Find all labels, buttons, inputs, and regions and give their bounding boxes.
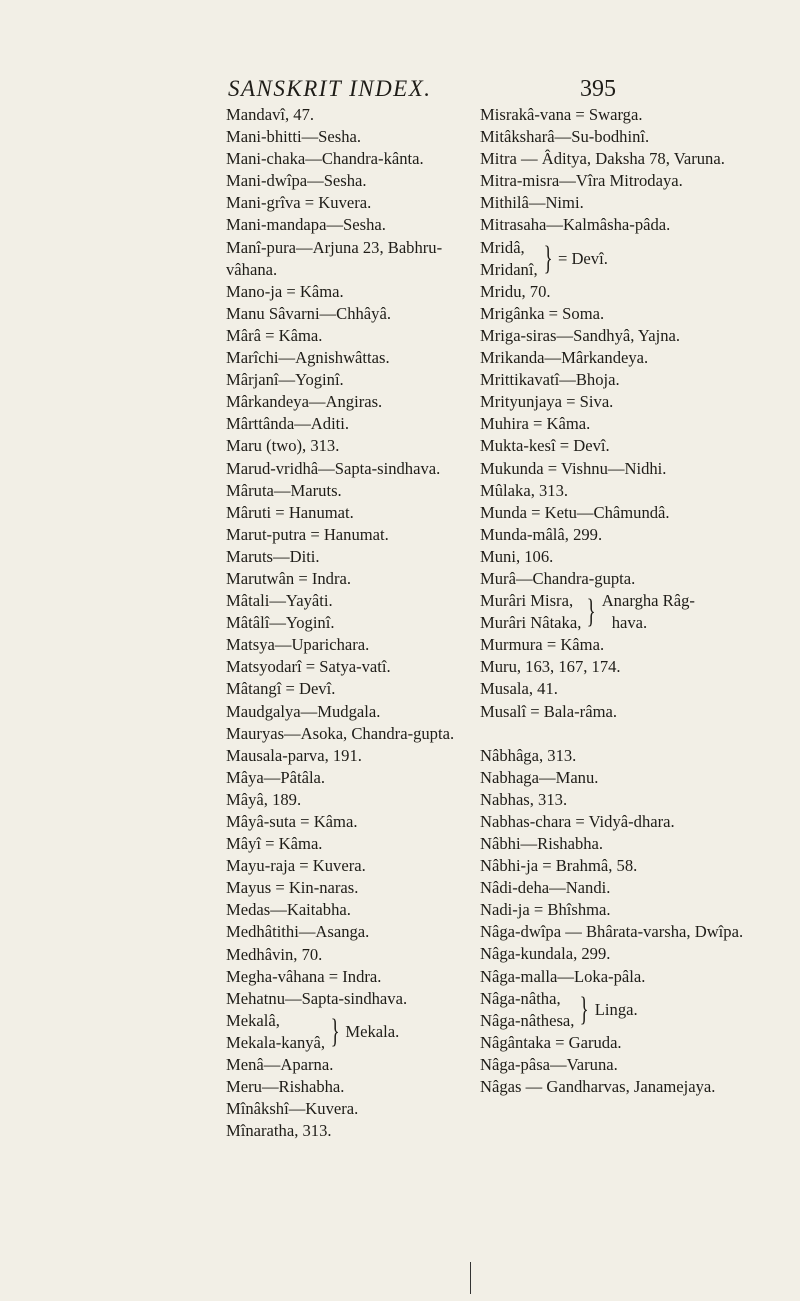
brace-target: Mekala. [345, 1021, 400, 1041]
brace-target: Anargha Râg- [601, 591, 695, 611]
index-entry: Mehatnu—Sapta-sindhava. [226, 988, 408, 1008]
index-entry-wrapped: Mitra — Âditya, Daksha 78, Varuna. [480, 149, 725, 169]
curly-brace-icon: } [543, 239, 553, 277]
index-entry: Nadi-ja = Bhîshma. [480, 900, 611, 920]
curly-brace-icon: } [330, 1012, 340, 1050]
brace-line: Murâri Misra, [480, 591, 574, 611]
index-entry: Nâbhi-ja = Brahmâ, 58. [480, 856, 638, 876]
index-entry: Murâ—Chandra-gupta. [480, 568, 636, 588]
index-entry: Maudgalya—Mudgala. [226, 701, 381, 721]
index-entry: Mâtâlî—Yoginî. [226, 613, 335, 633]
index-entry: Nâga-pâsa—Varuna. [480, 1054, 618, 1074]
index-entry: Medhâtithi—Asanga. [226, 922, 370, 942]
index-entry-wrapped: Mauryas—Asoka, Chandra-gupta. [226, 723, 455, 743]
brace-line: Murâri Nâtaka, [480, 613, 582, 633]
page-number: 395 [580, 76, 616, 102]
index-entry: Marut-putra = Hanumat. [226, 524, 389, 544]
curly-brace-icon: } [580, 990, 590, 1028]
index-entry: Mano-ja = Kâma. [226, 281, 344, 301]
index-entry: Mâyâ-suta = Kâma. [226, 812, 358, 831]
index-entry: Mrityunjaya = Siva. [480, 392, 614, 412]
index-entry: Nâgântaka = Garuda. [480, 1032, 622, 1052]
index-entry: Mithilâ—Nimi. [480, 193, 584, 213]
index-entry: Medas—Kaitabha. [226, 900, 351, 920]
index-entry: Marîchi—Agnishwâttas. [226, 348, 390, 368]
index-entry: Munda = Ketu—Châmundâ. [480, 502, 670, 522]
index-entry: Mâya—Pâtâla. [226, 767, 326, 787]
brace-target: = Devî. [557, 248, 608, 268]
index-entry: Nâbhâga, 313. [480, 745, 577, 765]
index-entry: Maru (two), 313. [226, 436, 340, 456]
index-entry: Mani-chaka—Chandra-kânta. [226, 149, 424, 169]
index-entry: Mâtangî = Devî. [226, 679, 336, 699]
brace-line: Mridanî, [480, 259, 538, 279]
brace-group [480, 237, 780, 281]
index-entry: Mani-mandapa—Sesha. [226, 215, 386, 235]
curly-brace-icon: } [587, 593, 597, 631]
index-entry: Mrittikavatî—Bhoja. [480, 370, 620, 390]
index-entry: Matsyodarî = Satya-vatî. [226, 657, 391, 677]
index-entry: Nabhas, 313. [480, 789, 568, 809]
index-entry: Menâ—Aparna. [226, 1055, 334, 1075]
index-entry: Nabhas-chara = Vidyâ-dhara. [480, 811, 675, 831]
index-entry: Mînaratha, 313. [226, 1121, 332, 1141]
index-entry: Misrakâ-vana = Swarga. [480, 105, 643, 124]
brace-group [480, 988, 780, 1032]
index-entry: Mayus = Kin-naras. [226, 878, 359, 898]
index-entry: Musalî = Bala-râma. [480, 701, 617, 721]
index-entry-wrapped: Manî-pura—Arjuna 23, Babhru-vâhana. [226, 237, 443, 279]
page-header-title: SANSKRIT INDEX. [228, 76, 432, 101]
index-entry: Mausala-parva, 191. [226, 745, 362, 765]
index-entry: Marud-vridhâ—Sapta-sindhava. [226, 458, 441, 478]
index-entry: Muhira = Kâma. [480, 414, 591, 434]
index-entry: Mâruta—Maruts. [226, 480, 342, 500]
index-entry: Mandavî, 47. [226, 105, 315, 124]
index-entry: Mârkandeya—Angiras. [226, 392, 383, 412]
brace-target: Linga. [594, 999, 638, 1019]
index-entry: Nâdi-deha—Nandi. [480, 878, 611, 898]
index-entry: Musala, 41. [480, 679, 558, 699]
index-entry: Nabhaga—Manu. [480, 767, 599, 787]
index-entry: Mrigânka = Soma. [480, 303, 605, 323]
brace-line: Nâga-nâthesa, [480, 1010, 575, 1030]
brace-line: Mekala-kanyâ, [226, 1032, 326, 1052]
index-entry: Mridu, 70. [480, 281, 551, 301]
index-entry: Mukunda = Vishnu—Nidhi. [480, 458, 667, 478]
index-entry: Mâruti = Hanumat. [226, 502, 354, 522]
index-entry: Munda-mâlâ, 299. [480, 524, 603, 544]
index-entry: Muni, 106. [480, 546, 554, 566]
index-entry: Mârttânda—Aditi. [226, 414, 350, 434]
index-entry: Nâbhi—Rishabha. [480, 834, 604, 853]
index-entry: Mani-grîva = Kuvera. [226, 193, 372, 213]
column-rule [470, 1262, 471, 1294]
index-entry: Nâga-kundala, 299. [480, 944, 611, 964]
index-entry: Muru, 163, 167, 174. [480, 657, 621, 677]
index-entry: Mitra-misra—Vîra Mitrodaya. [480, 171, 683, 191]
index-entry: Maruts—Diti. [226, 546, 320, 566]
index-entry: Mani-bhitti—Sesha. [226, 127, 362, 147]
brace-line: Nâga-nâtha, [480, 988, 561, 1008]
left-column [226, 104, 456, 1142]
index-entry: Megha-vâhana = Indra. [226, 966, 382, 986]
index-entry: Mâyî = Kâma. [226, 834, 323, 854]
running-head [0, 26, 800, 102]
section-gap [480, 723, 780, 745]
index-entry: Mriga-siras—Sandhyâ, Yajna. [480, 325, 681, 345]
index-entry: Mârjanî—Yoginî. [226, 370, 344, 390]
index-entry-wrapped: Nâgas — Gandharvas, Janamejaya. [480, 1077, 716, 1097]
brace-group [480, 590, 780, 634]
index-entry: Mayu-raja = Kuvera. [226, 856, 366, 876]
index-entry: Manu Sâvarni—Chhâyâ. [226, 303, 391, 323]
index-entry: Meru—Rishabha. [226, 1077, 345, 1097]
index-entry: Mani-dwîpa—Sesha. [226, 171, 367, 191]
index-entry: Mâtali—Yayâti. [226, 591, 333, 611]
index-entry: Mukta-kesî = Devî. [480, 436, 610, 456]
index-entry: Mrikanda—Mârkandeya. [480, 348, 649, 368]
index-entry: Mûlaka, 313. [480, 480, 569, 500]
index-entry: Mînâkshî—Kuvera. [226, 1099, 359, 1119]
right-column [480, 104, 780, 1098]
index-entry: Mârâ = Kâma. [226, 325, 323, 345]
index-entry: Medhâvin, 70. [226, 944, 323, 964]
brace-group [226, 1010, 456, 1054]
index-entry-wrapped: Nâga-dwîpa — Bhârata-varsha, Dwîpa. [480, 922, 744, 942]
index-entry: Mâyâ, 189. [226, 789, 302, 809]
index-entry: Matsya—Uparichara. [226, 635, 370, 655]
index-entry: Mitâksharâ—Su-bodhinî. [480, 127, 650, 147]
index-entry: Nâga-malla—Loka-pâla. [480, 966, 646, 986]
index-entry: Murmura = Kâma. [480, 635, 605, 655]
index-entry: Marutwân = Indra. [226, 568, 352, 588]
index-entry: Mitrasaha—Kalmâsha-pâda. [480, 215, 671, 235]
brace-target: hava. [611, 613, 648, 633]
brace-line: Mridâ, [480, 237, 525, 257]
brace-line: Mekalâ, [226, 1010, 280, 1030]
